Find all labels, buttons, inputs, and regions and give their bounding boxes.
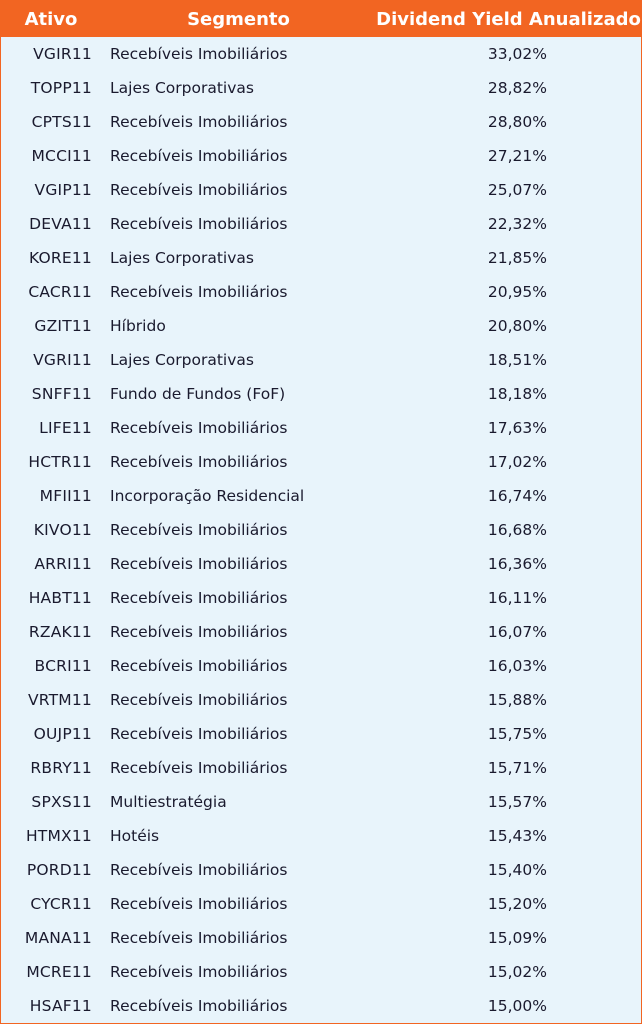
table-row <box>1 547 641 581</box>
cell-segmento: Recebíveis Imobiliários <box>101 955 376 989</box>
cell-segmento: Recebíveis Imobiliários <box>101 275 376 309</box>
table-row <box>1 717 641 751</box>
table-row <box>1 853 641 887</box>
column-header-ativo: Ativo <box>1 1 101 37</box>
cell-ativo: MFII11 <box>1 479 101 513</box>
cell-segmento: Híbrido <box>101 309 376 343</box>
cell-dividend-yield: 15,00% <box>376 989 641 1023</box>
cell-dividend-yield: 28,80% <box>376 105 641 139</box>
cell-dividend-yield: 16,07% <box>376 615 641 649</box>
cell-ativo: MCCI11 <box>1 139 101 173</box>
table-row <box>1 615 641 649</box>
cell-dividend-yield: 18,18% <box>376 377 641 411</box>
cell-ativo: PORD11 <box>1 853 101 887</box>
cell-dividend-yield: 15,02% <box>376 955 641 989</box>
cell-segmento: Recebíveis Imobiliários <box>101 139 376 173</box>
cell-ativo: CPTS11 <box>1 105 101 139</box>
cell-dividend-yield: 17,02% <box>376 445 641 479</box>
cell-ativo: OUJP11 <box>1 717 101 751</box>
cell-segmento: Recebíveis Imobiliários <box>101 37 376 71</box>
table-row <box>1 649 641 683</box>
cell-ativo: VRTM11 <box>1 683 101 717</box>
cell-segmento: Recebíveis Imobiliários <box>101 547 376 581</box>
cell-ativo: KORE11 <box>1 241 101 275</box>
cell-segmento: Multiestratégia <box>101 785 376 819</box>
cell-ativo: HCTR11 <box>1 445 101 479</box>
column-header-segmento: Segmento <box>101 1 376 37</box>
cell-dividend-yield: 16,68% <box>376 513 641 547</box>
table-row <box>1 955 641 989</box>
cell-dividend-yield: 15,88% <box>376 683 641 717</box>
cell-dividend-yield: 28,82% <box>376 71 641 105</box>
cell-ativo: VGIP11 <box>1 173 101 207</box>
table-row <box>1 241 641 275</box>
cell-segmento: Fundo de Fundos (FoF) <box>101 377 376 411</box>
table-row <box>1 411 641 445</box>
cell-ativo: CYCR11 <box>1 887 101 921</box>
table-body <box>1 37 641 1023</box>
cell-segmento: Recebíveis Imobiliários <box>101 411 376 445</box>
table-row <box>1 581 641 615</box>
table-row <box>1 139 641 173</box>
cell-segmento: Recebíveis Imobiliários <box>101 887 376 921</box>
table-row <box>1 445 641 479</box>
cell-ativo: MANA11 <box>1 921 101 955</box>
cell-ativo: CACR11 <box>1 275 101 309</box>
cell-ativo: SNFF11 <box>1 377 101 411</box>
cell-dividend-yield: 18,51% <box>376 343 641 377</box>
cell-segmento: Incorporação Residencial <box>101 479 376 513</box>
table-row <box>1 513 641 547</box>
cell-segmento: Recebíveis Imobiliários <box>101 921 376 955</box>
cell-ativo: KIVO11 <box>1 513 101 547</box>
cell-dividend-yield: 21,85% <box>376 241 641 275</box>
cell-ativo: RBRY11 <box>1 751 101 785</box>
cell-segmento: Recebíveis Imobiliários <box>101 683 376 717</box>
table-row <box>1 275 641 309</box>
table-row <box>1 37 641 71</box>
cell-ativo: LIFE11 <box>1 411 101 445</box>
table-header <box>1 1 641 37</box>
table-row <box>1 105 641 139</box>
cell-dividend-yield: 22,32% <box>376 207 641 241</box>
cell-segmento: Recebíveis Imobiliários <box>101 751 376 785</box>
cell-dividend-yield: 17,63% <box>376 411 641 445</box>
cell-ativo: RZAK11 <box>1 615 101 649</box>
cell-dividend-yield: 27,21% <box>376 139 641 173</box>
cell-segmento: Recebíveis Imobiliários <box>101 173 376 207</box>
cell-ativo: VGIR11 <box>1 37 101 71</box>
cell-ativo: VGRI11 <box>1 343 101 377</box>
cell-dividend-yield: 16,36% <box>376 547 641 581</box>
table-row <box>1 173 641 207</box>
table-row <box>1 785 641 819</box>
table-row <box>1 989 641 1023</box>
cell-ativo: HABT11 <box>1 581 101 615</box>
cell-dividend-yield: 33,02% <box>376 37 641 71</box>
cell-ativo: HSAF11 <box>1 989 101 1023</box>
table-row <box>1 683 641 717</box>
table-header-row <box>1 1 641 37</box>
table-row <box>1 887 641 921</box>
cell-segmento: Recebíveis Imobiliários <box>101 513 376 547</box>
column-header-dividend-yield: Dividend Yield Anualizado <box>376 1 641 37</box>
cell-segmento: Recebíveis Imobiliários <box>101 207 376 241</box>
cell-ativo: GZIT11 <box>1 309 101 343</box>
dividend-yield-table <box>1 1 641 1023</box>
cell-segmento: Hotéis <box>101 819 376 853</box>
cell-dividend-yield: 25,07% <box>376 173 641 207</box>
table-row <box>1 71 641 105</box>
cell-dividend-yield: 15,40% <box>376 853 641 887</box>
cell-segmento: Recebíveis Imobiliários <box>101 445 376 479</box>
table-row <box>1 479 641 513</box>
cell-dividend-yield: 15,43% <box>376 819 641 853</box>
cell-dividend-yield: 20,95% <box>376 275 641 309</box>
table-row <box>1 921 641 955</box>
cell-segmento: Lajes Corporativas <box>101 71 376 105</box>
cell-dividend-yield: 15,09% <box>376 921 641 955</box>
table-row <box>1 751 641 785</box>
cell-dividend-yield: 20,80% <box>376 309 641 343</box>
cell-segmento: Lajes Corporativas <box>101 343 376 377</box>
cell-dividend-yield: 15,57% <box>376 785 641 819</box>
cell-dividend-yield: 16,11% <box>376 581 641 615</box>
cell-segmento: Recebíveis Imobiliários <box>101 989 376 1023</box>
cell-segmento: Recebíveis Imobiliários <box>101 105 376 139</box>
cell-ativo: TOPP11 <box>1 71 101 105</box>
cell-segmento: Recebíveis Imobiliários <box>101 853 376 887</box>
table-row <box>1 207 641 241</box>
cell-ativo: HTMX11 <box>1 819 101 853</box>
table-row <box>1 377 641 411</box>
cell-segmento: Recebíveis Imobiliários <box>101 615 376 649</box>
cell-dividend-yield: 15,71% <box>376 751 641 785</box>
cell-ativo: ARRI11 <box>1 547 101 581</box>
cell-ativo: BCRI11 <box>1 649 101 683</box>
table-row <box>1 819 641 853</box>
cell-segmento: Recebíveis Imobiliários <box>101 581 376 615</box>
cell-segmento: Recebíveis Imobiliários <box>101 717 376 751</box>
cell-segmento: Lajes Corporativas <box>101 241 376 275</box>
cell-ativo: SPXS11 <box>1 785 101 819</box>
cell-dividend-yield: 15,20% <box>376 887 641 921</box>
cell-dividend-yield: 15,75% <box>376 717 641 751</box>
cell-ativo: MCRE11 <box>1 955 101 989</box>
table-row <box>1 309 641 343</box>
cell-ativo: DEVA11 <box>1 207 101 241</box>
cell-segmento: Recebíveis Imobiliários <box>101 649 376 683</box>
table-row <box>1 343 641 377</box>
cell-dividend-yield: 16,74% <box>376 479 641 513</box>
cell-dividend-yield: 16,03% <box>376 649 641 683</box>
